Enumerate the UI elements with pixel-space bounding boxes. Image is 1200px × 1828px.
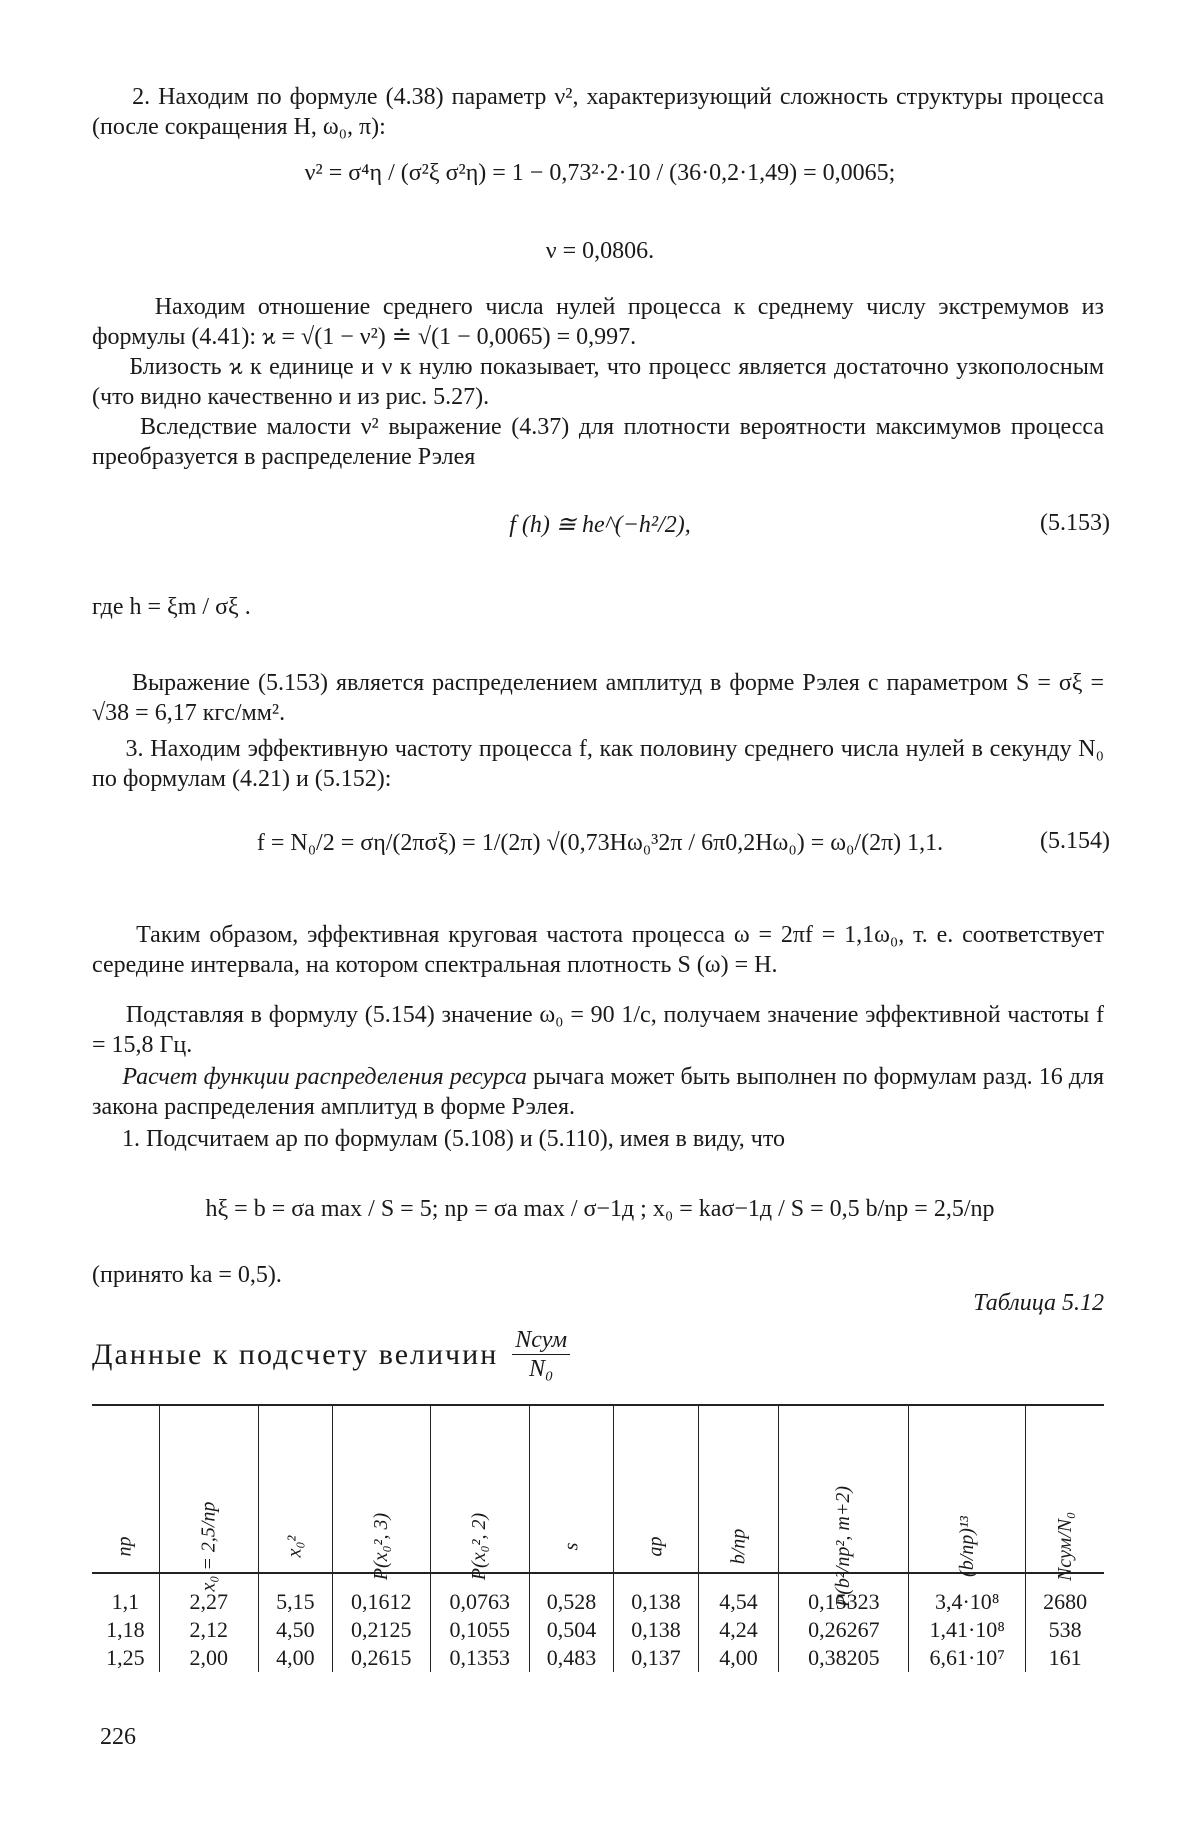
paragraph-11: (принято ka = 0,5). [92, 1262, 282, 1288]
table-cell: 0,15323 [779, 1573, 909, 1616]
paragraph-10: 1. Подсчитаем aр по формулам (5.108) и (5.110), имея в виду, что [122, 1126, 786, 1152]
equation-nu-squared: ν² = σ⁴η / (σ²ξ σ²η) = 1 − 0,73²·2·10 / (36·0,2·1,49) = 0,0065; [304, 160, 896, 186]
table-cell: 0,138 [614, 1616, 698, 1644]
table-cell: 161 [1026, 1644, 1104, 1672]
table-label: Таблица 5.12 [973, 1290, 1104, 1316]
table-cell: 1,41·10⁸ [909, 1616, 1026, 1644]
paragraph-7: Таким образом, эффективная круговая частота процесса ω = 2πf = 1,1ω₀, т. е. соответствует середине интервала, на котором спектральная плотность S (ω) = H. [92, 922, 1104, 978]
table-cell: 4,50 [258, 1616, 332, 1644]
table-title-fraction: $\frac{\text{Nсум}}{\text{N₀}}$ [512, 1326, 570, 1383]
table-header-cell: P(x₀², 3) [332, 1405, 430, 1573]
data-table [92, 1404, 1104, 1672]
table-cell: 1,25 [106, 1645, 145, 1670]
table-cell: 4,00 [258, 1644, 332, 1672]
table-header-cell: x₀ = 2,5/nр [159, 1405, 258, 1573]
table-header-cell: P(b²/nр², m+2) [779, 1405, 909, 1573]
table-cell: 3,4·10⁸ [909, 1573, 1026, 1616]
table-body [92, 1573, 1104, 1672]
table-cell: 0,137 [614, 1644, 698, 1672]
table-cell: 5,15 [258, 1573, 332, 1616]
equation-number-5-154: (5.154) [1040, 828, 1110, 854]
table-header-cell: P(x₀², 2) [430, 1405, 529, 1573]
table-cell: 2,27 [159, 1573, 258, 1616]
table-header-cell: Nсум/N₀ [1026, 1405, 1104, 1573]
table-cell: 0,2615 [332, 1644, 430, 1672]
paragraph-3: Близость ϰ к единице и ν к нулю показывает, что процесс является достаточно узкополосным (что видно качественно и из рис. 5.27). [92, 354, 1105, 410]
table-cell: 0,138 [614, 1573, 698, 1616]
table-header-cell: x₀² [258, 1405, 332, 1573]
table-cell: 1,18 [106, 1617, 145, 1642]
table-cell: 2,00 [159, 1644, 258, 1672]
table-cell: 6,61·10⁷ [909, 1644, 1026, 1672]
paragraph-4: Вследствие малости ν² выражение (4.37) для плотности вероятности максимумов процесса преобразуется в распределение Рэлея [92, 414, 1105, 470]
table-cell: 4,24 [698, 1616, 779, 1644]
equation-parameters: hξ = b = σa max / S = 5; nр = σa max / σ−1д ; x₀ = kaσ−1д / S = 0,5 b/nр = 2,5/nр [205, 1196, 995, 1222]
table-cell: 0,1612 [332, 1573, 430, 1616]
table-row [92, 1573, 1104, 1616]
paragraph-1: 2. Находим по формуле (4.38) параметр ν², характеризующий сложность структуры процесса (после сокращения H, ω₀, π): [92, 84, 1104, 140]
table-cell: 1,1 [111, 1589, 140, 1614]
page-number: 226 [100, 1724, 136, 1750]
table-cell: 0,2125 [332, 1616, 430, 1644]
paragraph-2: Находим отношение среднего числа нулей процесса к среднему числу экстремумов из формулы (4.41): ϰ = √(1 − ν²) ≐ √(1 − 0,0065) = 0,997. [92, 294, 1104, 350]
table-cell: 538 [1026, 1616, 1104, 1644]
table-cell: 0,504 [529, 1616, 613, 1644]
table-header-cell: nр [113, 1536, 136, 1557]
table-header-row [92, 1405, 1104, 1573]
paragraph-5: Выражение (5.153) является распределением амплитуд в форме Рэлея с параметром S = σξ = √38 = 6,17 кгс/мм². [92, 670, 1105, 726]
paragraph-6: 3. Находим эффективную частоту процесса f, как половину среднего числа нулей в секунду N₀ по формулам (4.21) и (5.152): [92, 736, 1104, 792]
equation-rayleigh: f (h) ≅ he^(−h²/2), [509, 512, 691, 538]
paragraph-8: Подставляя в формулу (5.154) значение ω₀ = 90 1/с, получаем значение эффективной частоты f = 15,8 Гц. [92, 1002, 1104, 1058]
equation-effective-frequency: f = N₀/2 = ση/(2πσξ) = 1/(2π) √(0,73Hω₀³2π / 6π0,2Hω₀) = ω₀/(2π) 1,1. [256, 830, 944, 856]
table-cell: 0,26267 [779, 1616, 909, 1644]
equation-nu: ν = 0,0806. [545, 238, 655, 264]
table-cell: 4,54 [698, 1573, 779, 1616]
table-cell: 0,528 [529, 1573, 613, 1616]
table-cell: 0,0763 [430, 1573, 529, 1616]
table-header-cell: (b/nр)¹³ [909, 1405, 1026, 1573]
table-header-cell: s [529, 1405, 613, 1573]
table-cell: 0,1353 [430, 1644, 529, 1672]
table-cell: 0,1055 [430, 1616, 529, 1644]
table-cell: 2680 [1026, 1573, 1104, 1616]
table-header-cell: aр [614, 1405, 698, 1573]
table-header-cell: b/nр [698, 1405, 779, 1573]
table-title: Данные к подсчету величин $\frac{\text{Nсум}}{\text{N₀}}$ [92, 1326, 574, 1383]
table-row [92, 1644, 1104, 1672]
table-cell: 2,12 [159, 1616, 258, 1644]
where-definition: где h = ξm / σξ . [92, 594, 251, 620]
table-row [92, 1616, 1104, 1644]
equation-number-5-153: (5.153) [1040, 510, 1110, 536]
paragraph-9: Расчет функции распределения ресурса рычага может быть выполнен по формулам разд. 16 для закона распределения амплитуд в форме Рэлея. [92, 1064, 1105, 1120]
table-cell: 4,00 [698, 1644, 779, 1672]
table-cell: 0,38205 [779, 1644, 909, 1672]
table-cell: 0,483 [529, 1644, 613, 1672]
